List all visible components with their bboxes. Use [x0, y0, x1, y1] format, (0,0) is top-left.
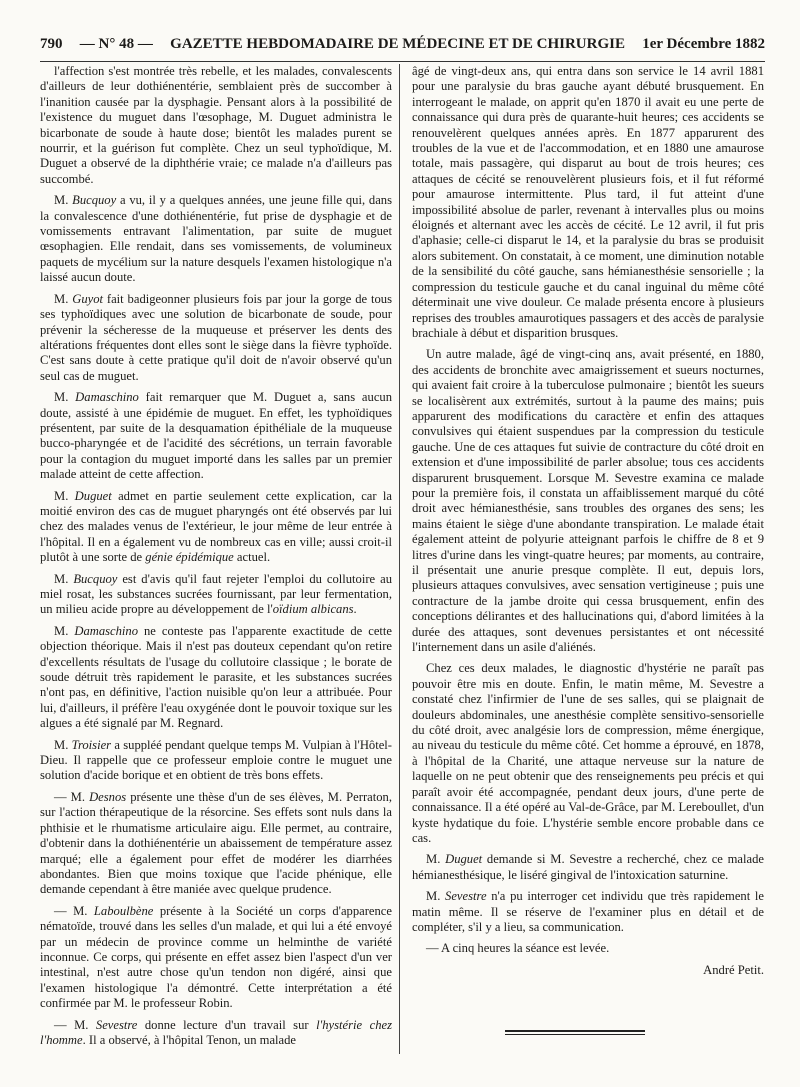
text-run: est d'avis qu'il faut rejeter l'emploi du collutoire au miel rosat, les substances sucrées fournissant, par leur fermentation, un milieu acide propre au développement de l': [40, 571, 392, 617]
text-run: M.: [426, 889, 446, 904]
right-column: [412, 64, 764, 984]
text-run: M.: [54, 193, 73, 208]
italic-text: génie épidémique: [145, 550, 234, 565]
text-run: M.: [54, 390, 76, 405]
paragraph: [40, 489, 392, 566]
issue-number: — N° 48 —: [79, 36, 153, 52]
paragraph: [40, 390, 392, 482]
paragraph: [40, 64, 392, 187]
text-run: fait badigeonner plusieurs fois par jour la gorge de tous ses typhoïdiques avec une solution de bicarbonate de soude, pour prévenir la sécheresse de la muqueuse et préserver les dents des altérations fréquentes dont elles sont le siège dans la fièvre typhoïde. C'est sans doute à cette pratique qu'il doit de n'avoir observé qu'un seul cas de muguet.: [40, 291, 393, 383]
text-run: M.: [54, 571, 74, 586]
text-run: M.: [426, 852, 446, 867]
text-run: a suppléé pendant quelque temps M. Vulpian à l'Hôtel-Dieu. Il rappelle que ce professeur emploie contre le muguet une solution d'acide borique et en obtient de très bons effets.: [40, 737, 392, 783]
end-rule-thin: [505, 1034, 645, 1035]
paragraph: [412, 941, 764, 956]
text-run: fait remarquer que M. Duguet a, sans aucun doute, assisté à une épidémie de muguet. En effet, les typhoïdiques présentent, par suite de la desquamation épithéliale de la muqueuse bucco-pharyngée et de l'acidité des sécrétions, un terrain favorable pour la contagion du muguet importé dans les salles par un premier malade atteint de cette affection.: [40, 390, 393, 482]
italic-text: Bucquoy: [73, 571, 118, 586]
text-run: — A cinq heures la séance est levée.: [426, 941, 610, 956]
text-run: admet en partie seulement cette explication, car la moitié environ des cas de muguet pharyngés ont été observés par lui chez des malades venus de l'extérieur, le jour même de leur entrée à l'hôpital. Il en a également vu de nombreux cas en ville; aussi croit-il plutôt à une sorte de: [40, 488, 392, 565]
text-run: Un autre malade, âgé de vingt-cinq ans, avait présenté, en 1880, des accidents de bronchite avec amaigrissement et sueurs nocturnes, qui avaient fait croire à la tuberculose pulmonaire ; bientôt les sueurs se localisèrent aux extrémités, surtout à la paume des mains; puis apparurent des modifications du caractère et enfin des attaques convulsives qui étaient suspendues par la compression du testicule gauche. Une de ces attaques fut suivie de contracture du côté droit en extension et d'une impossibilité de parler absolue; tous ces accidents disparurent brusquement. Lorsque M. Sevestre examina ce malade pour la première fois, il constata un affaiblissement marqué du côté droit avec hémianesthésie, sans troubles des organes des sens; les mains étaient le siège d'une abondante transpiration. Le malade était également atteint de polyurie atteignant parfois le chiffre de 8 et 9 litres d'urine dans les vingt-quatre heures; par moments, au contraire, il présentait une anurie presque complète. Il eut, depuis lors, plusieurs attaques convulsives, avec sensation vertigineuse ; puis une contracture de la jambe droite qui cessa brusquement, enfin des conceptions délirantes et des hallucinations qui, d'abord limitées à la durée des attaques, sont devenues persistantes et ont nécessité l'internement dans un asile d'aliénés.: [412, 347, 764, 655]
text-run: . Il a observé, à l'hôpital Tenon, un malade: [82, 1032, 297, 1047]
text-run: âgé de vingt-deux ans, qui entra dans son service le 14 avril 1881 pour une paralysie du bras gauche ayant débuté brusquement. En interrogeant le malade, on apprit qu'en 1870 il avait eu une perte de connaissance qui dura près de quarante-huit heures; ces accidents se renouvelèrent quelques années après. En 1877 apparurent des troubles de la vue et de l'accommodation, et en 1880 une amaurose totale, mais passagère, qui disparut au bout de trois heures; ces attaques de cécité se renouvelèrent plusieurs fois, et il fut réformé pour amaurose intermittente. Plus tard, il fut atteint d'une impossibilité absolue de parler, revenant à intervalles plus ou moins éloignés et alternant avec les accès de cécité. Le 12 avril, il fut pris d'aphasie; celle-ci disparut le 14, et la paralysie du bras se produisit alors subitement. On constatait, à ce moment, une diminution notable de la sensibilité du côté gauche, sans hémianesthésie sensorielle ; la compression du testicule gauche et du canal inguinal du même côté déterminait une vive douleur. Ce malade présenta encore à plusieurs reprises des troubles amaurotiques passagers et des accès de paralysie brachiale à début et disparition brusques.: [412, 64, 764, 340]
text-run: M.: [54, 488, 75, 503]
text-run: M.: [54, 291, 73, 306]
italic-text: Duguet: [74, 488, 112, 503]
paragraph: [40, 1018, 392, 1049]
paragraph: [412, 64, 764, 341]
paragraph: [412, 889, 764, 935]
paragraph: [40, 738, 392, 784]
text-run: — M.: [54, 789, 90, 804]
paragraph: [40, 292, 392, 384]
italic-text: Damaschino: [75, 390, 139, 405]
paragraph: [412, 347, 764, 655]
italic-text: l'hystérie chez l'homme: [40, 1017, 392, 1047]
text-run: .: [353, 602, 357, 617]
text-run: présente à la Société un corps d'apparence nématoïde, trouvé dans les selles d'un malade, et qui lui a été envoyé par un médecin de province comme un helminthe de variété inconnue. Ce corps, qui présente en effet assez bien l'aspect d'un ver intestinal, n'est autre chose qu'un tendon non digéré, ainsi que l'examen histologique l'a démontré. Cette interprétation a été confirmée par M. le professeur Robin.: [40, 903, 392, 1011]
text-run: actuel.: [233, 550, 271, 565]
text-run: a vu, il y a quelques années, une jeune fille qui, dans la convalescence d'une dothiénentérie, fut prise de dysphagie et de vomissements entravant l'alimentation, par suite de muguet œsophagien. Elle rendait, dans ses vomissements, de volumineux paquets de mycélium sur la nature desquels l'examen histologique n'a laissé aucun doute.: [40, 193, 392, 285]
text-run: M.: [54, 737, 72, 752]
text-run: Chez ces deux malades, le diagnostic d'hystérie ne paraît pas pouvoir être mis en doute. Enfin, le matin même, M. Sevestre a constaté chez l'infirmier de l'une de ses salles, qui se plaignait de douleurs abdominales, une anesthésie complète sensitivo-sensorielle du côté droit, avec analgésie lors de compression, même énergique, au niveau du testicule du même côté. Cet homme a éprouvé, en 1878, à l'hôpital de la Charité, une attaque nerveuse sur la nature de laquelle on ne peut obtenir que des renseignements peu précis et qui paraît avoir été accompagnée, pendant deux jours, d'une perte de connaissance. Il a été opéré au Val-de-Grâce, par M. Lereboullet, d'un kyste hydatique du foie. L'hystérie semble encore probable dans ce cas.: [412, 661, 764, 845]
journal-title: GAZETTE HEBDOMADAIRE DE MÉDECINE ET DE CHIRURGIE: [170, 36, 625, 52]
running-header: [40, 36, 765, 56]
paragraph: [40, 624, 392, 732]
text-run: M.: [54, 623, 75, 638]
paragraph: [412, 661, 764, 846]
italic-text: oïdium albicans: [272, 602, 354, 617]
left-column: [40, 64, 392, 1054]
paragraph: [40, 904, 392, 1012]
text-run: demande si M. Sevestre a recherché, chez ce malade hémianesthésique, le liséré gingival de l'intoxication saturnine.: [412, 852, 764, 882]
text-run: ne conteste pas l'apparente exactitude de cette objection théorique. Mais il n'est pas douteux cependant qu'on retire d'excellents résultats de l'usage du collutoire classique ; le borate de soude détruit très rapidement le parasite, et les substances sucrées n'ont pas, en définitive, l'action nuisible qu'on leur a attribuée. Pour lui, d'ailleurs, il préfère l'eau oxygénée dont le pouvoir toxique sur les algues a été signalé par M. Regnard.: [40, 623, 392, 731]
text-run: donne lecture d'un travail sur: [137, 1017, 317, 1032]
italic-text: Sevestre: [445, 889, 487, 904]
italic-text: Laboulbène: [93, 903, 154, 918]
page-number: 790: [40, 36, 63, 52]
header-rule: [40, 61, 765, 62]
italic-text: Damaschino: [74, 623, 139, 638]
issue-date: 1er Décembre 1882: [642, 36, 765, 52]
column-divider: [399, 64, 400, 1054]
text-run: — M.: [54, 1017, 96, 1032]
italic-text: Troisier: [71, 737, 112, 752]
text-run: l'affection s'est montrée très rebelle, et les malades, convalescents d'ailleurs de leur dothiénentérie, semblaient près de succomber à l'inanition causée par la dysphagie. Pensant alors à la possibilité de l'existence du muguet dans l'œsophage, M. Duguet administra le bicarbonate de soude à haute dose; bientôt les malades purent se nourrir, et la guérison fut complète. Chez un seul typhoïdique, M. Duguet a observé de la diphthérie vraie; ce malade n'a d'ailleurs pas succombé.: [40, 64, 392, 186]
italic-text: Desnos: [89, 789, 127, 804]
paragraph: [412, 852, 764, 883]
text-run: n'a pu interroger cet individu que très rapidement le matin même. Il se réserve de l'examiner plus en détail et de compléter, s'il y a lieu, sa communication.: [412, 889, 764, 934]
text-run: — M.: [54, 903, 94, 918]
italic-text: Bucquoy: [72, 193, 117, 208]
text-run: présente une thèse d'un de ses élèves, M. Perraton, sur l'action thérapeutique de la résorcine. Ses effets sont nuls dans la phthisie et le rhumatisme articulaire aigu. Elle permet, au contraire, d'obtenir dans la dothiénentérie un abaissement de température assez marqué; elle a également pour effet de modérer les diarrhées abondantes. Bien que moins toxique que l'acide phénique, elle demande cependant à être maniée avec quelque prudence.: [40, 789, 392, 897]
italic-text: Duguet: [445, 852, 483, 867]
paragraph: [40, 572, 392, 618]
author-signature: André Petit.: [703, 962, 764, 977]
italic-text: Sevestre: [95, 1017, 138, 1032]
italic-text: Guyot: [72, 291, 104, 306]
paragraph: [40, 790, 392, 898]
end-rule: [505, 1030, 645, 1032]
paragraph: [40, 193, 392, 285]
